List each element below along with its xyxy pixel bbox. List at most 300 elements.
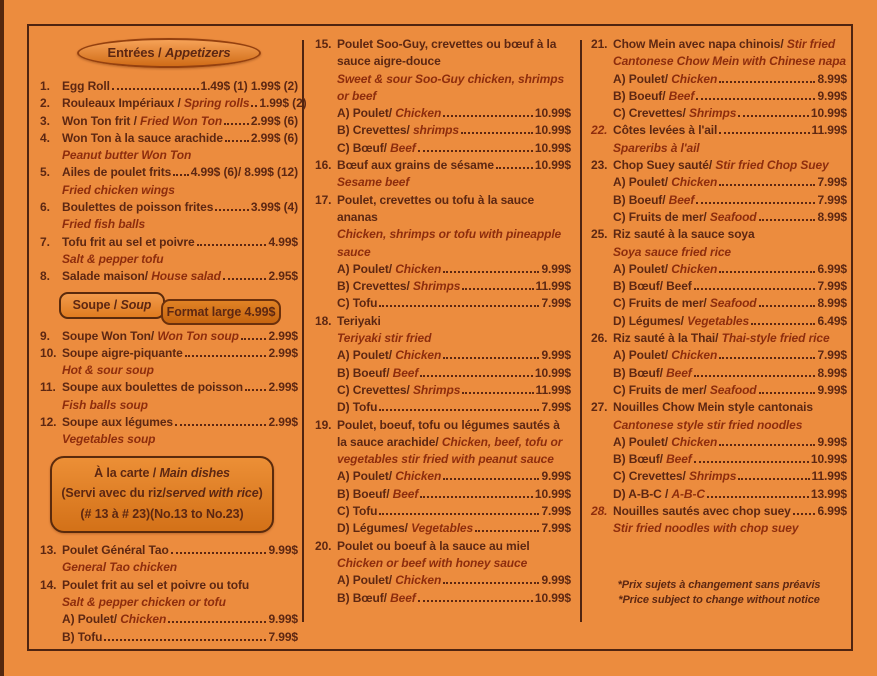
- dot-leader: [496, 167, 533, 169]
- option-row: [613, 382, 847, 399]
- item-name: [337, 295, 377, 312]
- menu-item: [591, 330, 847, 399]
- text-english: Shrimps: [412, 279, 461, 294]
- text-french: Entrées /: [107, 45, 166, 60]
- dot-leader: [443, 271, 539, 273]
- item-number: 14.: [40, 577, 57, 592]
- item-price: 7.99$: [541, 521, 571, 536]
- text-english: Chicken or beef with honey sauce: [337, 555, 528, 570]
- text-french: Won Ton frit /: [62, 113, 141, 128]
- dot-leader: [223, 278, 267, 280]
- item-name: [613, 174, 717, 191]
- item-name: [613, 192, 694, 209]
- menu-item: [40, 414, 298, 449]
- main-dishes-box-line: [56, 483, 268, 504]
- item-price: 13.99$: [810, 486, 847, 501]
- text-french: A) Poulet/: [613, 434, 672, 449]
- option-row: [613, 365, 847, 382]
- item-price: 2.99$ (6): [250, 130, 298, 145]
- item-name: [613, 503, 791, 520]
- text-english: Shrimps: [412, 382, 461, 397]
- item-subtitle: [337, 330, 571, 347]
- text-english: Soup: [120, 297, 152, 312]
- item-number: 16.: [315, 158, 332, 173]
- item-name: [62, 345, 183, 362]
- dot-leader: [461, 132, 533, 134]
- dot-leader: [225, 140, 249, 142]
- menu-item-body: [62, 234, 298, 269]
- text-english: Soya sauce fried rice: [613, 244, 731, 259]
- text-english: Beef: [392, 486, 419, 501]
- item-name: [337, 192, 571, 227]
- item-name: [613, 278, 692, 295]
- menu-item: [591, 399, 847, 503]
- item-name: [337, 590, 416, 607]
- item-name: [337, 365, 418, 382]
- option-row: [613, 451, 847, 468]
- text-french: Poulet Général Tao: [62, 543, 169, 558]
- menu-item-body: [62, 95, 307, 112]
- option-row: [337, 122, 571, 139]
- dot-leader: [462, 288, 533, 290]
- text-french: B) Bœuf/ Beef: [613, 279, 692, 294]
- menu-item: [591, 503, 847, 538]
- text-english: Chicken: [395, 261, 442, 276]
- item-name: [613, 468, 736, 485]
- dot-leader: [173, 174, 188, 176]
- text-english: Chicken: [671, 348, 718, 363]
- item-price: 8.99$: [817, 71, 847, 86]
- item-price: 9.99$: [541, 573, 571, 588]
- text-english: General Tao chicken: [62, 560, 178, 575]
- text-french: B) Crevettes/: [337, 279, 413, 294]
- item-number: 21.: [591, 37, 608, 51]
- text-english: Stir fried Cantonese Chow Mein with Chinese napa: [613, 37, 846, 69]
- text-french: C) Crevettes/: [613, 469, 689, 484]
- text-french: A) Poulet/: [613, 71, 672, 86]
- option-row: [613, 486, 847, 503]
- menu-item: [315, 157, 571, 192]
- option-row: [337, 140, 571, 157]
- item-price: 2.99$ (6): [250, 113, 298, 128]
- option-row: [613, 278, 847, 295]
- option-row: [337, 520, 571, 537]
- dot-leader: [719, 444, 815, 446]
- text-french: B) Bœuf/: [337, 590, 391, 605]
- dot-leader: [245, 389, 266, 391]
- item-name: [337, 520, 473, 537]
- item-name: [613, 122, 717, 139]
- text-english: Peanut butter Won Ton: [62, 148, 192, 163]
- text-french: Riz sauté à la Thai/: [613, 331, 722, 346]
- text-french: Poulet ou boeuf à la sauce au miel: [337, 538, 530, 553]
- item-title-row: [62, 234, 298, 251]
- text-english: Seafood: [709, 382, 757, 397]
- item-subtitle: [62, 397, 298, 414]
- item-name: [337, 486, 418, 503]
- text-english: Salt & pepper tofu: [62, 251, 164, 266]
- text-english: Seafood: [709, 296, 757, 311]
- item-title-row: [613, 503, 847, 520]
- menu-item: [315, 417, 571, 538]
- item-price: 1.99$ (2): [259, 96, 307, 111]
- dot-leader: [420, 375, 533, 377]
- dot-leader: [694, 288, 816, 290]
- text-french: A) Poulet/: [62, 612, 121, 627]
- item-name: [613, 347, 717, 364]
- menu-item-body: [62, 78, 298, 95]
- item-price: 9.99$: [541, 469, 571, 484]
- item-name: [62, 95, 249, 112]
- option-row: [337, 486, 571, 503]
- item-price: 10.99$: [534, 365, 571, 380]
- option-row: [337, 572, 571, 589]
- item-name: [62, 268, 221, 285]
- dot-leader: [104, 639, 266, 641]
- main-dishes-box-line: [56, 504, 268, 525]
- item-subtitle: [613, 417, 847, 434]
- item-name: [613, 365, 692, 382]
- text-english: Spareribs à l'ail: [613, 140, 700, 155]
- text-french: Boulettes de poisson frites: [62, 200, 214, 215]
- menu-item: [40, 268, 298, 285]
- item-name: [613, 486, 705, 503]
- item-subtitle: [337, 226, 571, 261]
- format-large-badge: Format large 4.99$: [161, 299, 281, 325]
- item-name: [337, 382, 460, 399]
- item-number: 1.: [40, 79, 50, 93]
- menu-item-body: [337, 417, 571, 538]
- item-price: 6.49$: [817, 313, 847, 328]
- menu-item-body: [337, 36, 571, 157]
- item-price: 2.95$: [268, 269, 298, 284]
- item-price: 4.99$: [268, 234, 298, 249]
- item-subtitle: [337, 555, 571, 572]
- text-french: Rouleaux Impériaux /: [62, 96, 184, 111]
- item-title-row: [62, 345, 298, 362]
- text-french: Riz sauté à la sauce soya: [613, 227, 755, 242]
- item-name: [62, 379, 243, 396]
- dot-leader: [197, 244, 267, 246]
- text-english: Fried chicken wings: [62, 182, 175, 197]
- menu-item: [40, 345, 298, 380]
- item-name: [62, 542, 169, 559]
- item-name: [62, 130, 223, 147]
- item-name: [613, 330, 847, 347]
- text-french: D) Tofu: [337, 400, 378, 415]
- menu-item-body: [613, 226, 847, 330]
- menu-item: [40, 95, 307, 112]
- option-row: [337, 382, 571, 399]
- item-price: 9.99$: [541, 261, 571, 276]
- item-price: 9.99$: [268, 612, 298, 627]
- item-name: [613, 71, 717, 88]
- text-french: Soupe aigre-piquante: [62, 345, 183, 360]
- item-price: 2.99$: [268, 380, 298, 395]
- option-row: [62, 629, 298, 646]
- text-english: Chicken, beef, tofu or vegetables stir fried with peanut sauce: [337, 434, 563, 467]
- menu-column-main-dishes-1: [315, 36, 571, 607]
- text-french: Poulet frit au sel et poivre ou tofu: [62, 577, 250, 592]
- menu-board: [27, 24, 853, 651]
- dot-leader: [719, 81, 815, 83]
- menu-item-body: [62, 577, 298, 646]
- item-price: 8.99$: [817, 296, 847, 311]
- text-french: B) Boeuf/: [613, 192, 669, 207]
- option-row: [613, 468, 847, 485]
- item-name: [613, 209, 757, 226]
- item-number: 4.: [40, 130, 50, 145]
- item-name: [337, 313, 571, 330]
- item-title-row: [62, 199, 298, 216]
- menu-item-body: [62, 345, 298, 380]
- text-english: Beef: [390, 590, 416, 605]
- item-title-row: [62, 542, 298, 559]
- text-english: Fish balls soup: [62, 397, 148, 412]
- text-english: Appetizers: [165, 45, 231, 60]
- menu-item: [315, 192, 571, 313]
- item-title-row: [62, 328, 298, 345]
- text-french: B) Boeuf/: [337, 365, 393, 380]
- item-number: 20.: [315, 538, 332, 553]
- item-subtitle: [62, 559, 298, 576]
- item-number: 26.: [591, 331, 608, 346]
- text-english: Cantonese style stir fried noodles: [613, 417, 803, 432]
- item-number: 6.: [40, 200, 50, 215]
- main-dishes-box: [50, 456, 274, 534]
- item-price: 4.99$ (6)/ 8.99$ (12): [190, 165, 298, 180]
- menu-item: [40, 130, 298, 165]
- item-name: [62, 414, 173, 431]
- item-name: [62, 78, 110, 95]
- item-name: [337, 399, 377, 416]
- text-french: À la carte /: [94, 465, 160, 480]
- item-price: 11.99$: [535, 382, 571, 397]
- text-english: Chicken: [671, 71, 718, 86]
- item-name: [613, 261, 717, 278]
- text-french: A) Poulet/: [337, 573, 396, 588]
- option-row: [613, 434, 847, 451]
- item-price: 9.99$: [817, 382, 847, 397]
- text-french: Egg Roll: [62, 79, 110, 93]
- footnote-line: *Prix sujets à changement sans préavis: [617, 578, 821, 591]
- menu-column-main-dishes-2: [591, 36, 847, 608]
- item-price: 7.99$: [817, 348, 847, 363]
- dot-leader: [251, 105, 257, 107]
- item-subtitle: [337, 71, 571, 106]
- text-french: Chow Mein avec napa chinois/: [613, 37, 787, 51]
- text-french: C) Crevettes/: [337, 382, 413, 397]
- dot-leader: [171, 552, 267, 554]
- dot-leader: [420, 496, 533, 498]
- text-french: A) Poulet/: [613, 261, 672, 276]
- text-english: Vegetables: [411, 521, 474, 536]
- text-english: Teriyaki stir fried: [337, 331, 432, 346]
- text-french: C) Bœuf/: [337, 140, 391, 155]
- text-french: Côtes levées à l'ail: [613, 123, 718, 138]
- dot-leader: [241, 338, 267, 340]
- item-name: [613, 157, 847, 174]
- item-name: [62, 113, 222, 130]
- item-name: [613, 295, 757, 312]
- dot-leader: [719, 132, 809, 134]
- text-french: Soupe Won Ton/: [62, 328, 158, 343]
- item-name: [337, 278, 460, 295]
- item-title-row: [62, 379, 298, 396]
- dot-leader: [462, 392, 533, 394]
- menu-item: [591, 122, 847, 157]
- text-english: Chicken: [395, 573, 442, 588]
- text-english: Fried Won Ton: [140, 113, 223, 128]
- text-english: Beef: [668, 192, 695, 207]
- item-price: 6.99$: [817, 504, 847, 519]
- item-name: [613, 451, 692, 468]
- dot-leader: [719, 357, 815, 359]
- section-header-appetizers: [77, 38, 261, 68]
- dot-leader: [443, 478, 539, 480]
- option-row: [337, 503, 571, 520]
- text-english: Won Ton soup: [157, 328, 239, 343]
- dot-leader: [696, 98, 815, 100]
- text-english: served with rice: [165, 486, 259, 501]
- dot-leader: [759, 392, 816, 394]
- text-english: Fried fish balls: [62, 217, 146, 232]
- option-row: [613, 209, 847, 226]
- dot-leader: [751, 323, 815, 325]
- option-row: [337, 278, 571, 295]
- item-title-row: [62, 130, 298, 147]
- dot-leader: [696, 202, 815, 204]
- text-french: (Servi avec du riz/: [61, 486, 166, 501]
- text-english: Chicken: [395, 469, 442, 484]
- text-english: Chicken: [671, 434, 718, 449]
- option-row: [613, 105, 847, 122]
- text-french: Teriyaki: [337, 313, 381, 328]
- item-price: 10.99$: [810, 452, 847, 467]
- menu-item: [40, 379, 298, 414]
- text-english: Main dishes: [159, 465, 230, 480]
- text-french: A) Poulet/: [613, 348, 672, 363]
- item-price: 11.99$: [535, 279, 571, 294]
- dot-leader: [168, 621, 266, 623]
- text-french: A) Poulet/: [337, 261, 396, 276]
- item-name: [613, 36, 847, 71]
- item-number: 25.: [591, 227, 608, 242]
- menu-item-body: [613, 157, 847, 226]
- menu-item: [40, 328, 298, 345]
- item-price: 10.99$: [534, 590, 571, 605]
- menu-item: [315, 36, 571, 157]
- item-name: [337, 468, 441, 485]
- item-name: [337, 105, 441, 122]
- text-english: Stir fried noodles with chop suey: [613, 521, 799, 536]
- text-french: C) Fruits de mer/: [613, 209, 710, 224]
- item-subtitle: [62, 182, 298, 199]
- item-price: 3.99$ (4): [250, 200, 298, 215]
- text-french: C) Fruits de mer/: [613, 296, 710, 311]
- text-french: Chop Suey sauté/: [613, 158, 716, 173]
- item-price: 7.99$: [817, 279, 847, 294]
- dot-leader: [738, 115, 809, 117]
- item-name: [337, 122, 459, 139]
- text-french: A) Poulet/: [337, 106, 396, 121]
- item-price: 9.99$: [817, 434, 847, 449]
- item-name: [613, 399, 847, 416]
- item-subtitle: [613, 520, 847, 537]
- text-english: Hot & sour soup: [62, 363, 154, 378]
- text-french: D) Légumes/: [337, 521, 412, 536]
- text-english: Sweet & sour Soo-Guy chicken, shrimps or beef: [337, 71, 565, 103]
- dot-leader: [175, 424, 266, 426]
- menu-item-body: [613, 399, 847, 503]
- text-french: Bœuf aux grains de sésame: [337, 158, 494, 173]
- item-number: 5.: [40, 165, 50, 180]
- item-name: [62, 164, 171, 181]
- menu-item-body: [613, 503, 847, 538]
- text-english: Beef: [390, 140, 416, 155]
- menu-item: [40, 577, 298, 646]
- item-price: 9.99$: [541, 348, 571, 363]
- menu-item-body: [613, 122, 847, 157]
- menu-item-body: [62, 164, 298, 199]
- text-french: Ailes de poulet frits: [62, 165, 172, 180]
- item-number: 10.: [40, 345, 57, 360]
- left-edge-strip: [0, 0, 4, 676]
- item-number: 15.: [315, 37, 332, 51]
- menu-item-body: [62, 268, 298, 285]
- item-price: 8.99$: [817, 365, 847, 380]
- item-subtitle: [613, 244, 847, 261]
- dot-leader: [759, 219, 816, 221]
- item-name: [337, 503, 377, 520]
- item-name: [337, 140, 416, 157]
- menu-item-body: [613, 330, 847, 399]
- text-french: Nouilles sautés avec chop suey: [613, 504, 791, 519]
- item-title-row: [62, 78, 298, 95]
- text-english: A-B-C: [671, 486, 705, 501]
- text-french: C) Fruits de mer/: [613, 382, 710, 397]
- dot-leader: [215, 209, 249, 211]
- item-price: 7.99$: [268, 629, 298, 644]
- text-french: Tofu frit au sel et poivre: [62, 234, 195, 249]
- menu-item: [40, 234, 298, 269]
- text-english: Chicken: [120, 612, 167, 627]
- text-english: Chicken: [395, 106, 442, 121]
- text-french: Salade maison/: [62, 269, 152, 284]
- text-french: Poulet, boeuf, tofu ou légumes sautés à la sauce arachide/: [337, 417, 560, 449]
- menu-item-body: [62, 113, 298, 130]
- item-number: 2.: [40, 96, 50, 111]
- menu-item: [315, 313, 571, 417]
- item-price: 7.99$: [817, 192, 847, 207]
- item-name: [62, 629, 102, 646]
- item-name: [337, 261, 441, 278]
- menu-item-body: [337, 538, 571, 607]
- option-row: [613, 88, 847, 105]
- item-subtitle: [337, 174, 571, 191]
- item-title-row: [62, 113, 298, 130]
- item-price: 7.99$: [541, 504, 571, 519]
- text-french: Poulet, crevettes ou tofu à la sauce ananas: [337, 192, 535, 224]
- item-number: 3.: [40, 113, 50, 128]
- option-row: [613, 261, 847, 278]
- option-row: [337, 468, 571, 485]
- option-row: [613, 71, 847, 88]
- text-english: Salt & pepper chicken or tofu: [62, 595, 226, 610]
- item-title-row: [613, 122, 847, 139]
- item-title-row: [62, 268, 298, 285]
- text-french: Soupe aux boulettes de poisson: [62, 380, 244, 395]
